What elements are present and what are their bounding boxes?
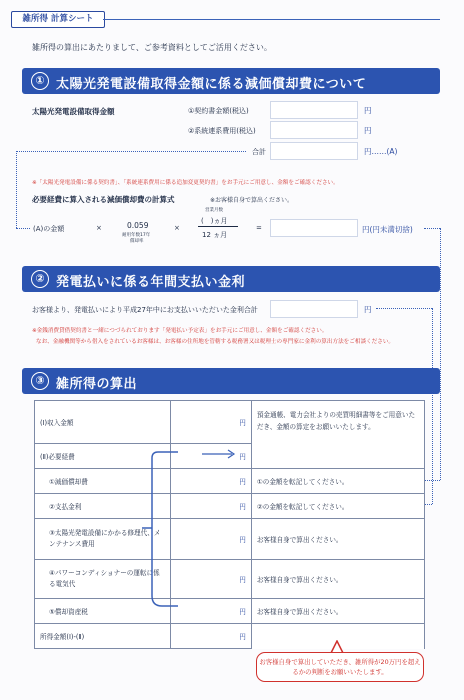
formula-title: 必要経費に算入される減価償却費の計算式 — [32, 195, 175, 204]
grid-fee-field[interactable] — [270, 121, 358, 139]
table-row — [35, 624, 425, 649]
months-numerator: ( )ヵ月 — [201, 217, 228, 225]
row-note: ①の金額を転記してください。 — [251, 469, 424, 494]
callout-note: お客様自身で算出していただき、雑所得が20万円を超えるかの判断をお願いいたします。 — [256, 652, 424, 682]
rate-sub-rate: 償却率 — [130, 239, 144, 244]
connector-dep-v — [440, 228, 441, 480]
section3-number: ③ — [31, 372, 49, 390]
row-label: ①減価償却費 — [35, 469, 171, 494]
grid-fee-unit: 円 — [364, 126, 372, 135]
row-label: (Ⅰ)収入金額 — [35, 401, 171, 444]
depreciation-rate: 0.059 — [127, 221, 149, 230]
section2-title: 発電払いに係る年間支払い金利 — [56, 275, 246, 290]
section1-number: ① — [31, 72, 49, 90]
row-note: お客様自身で算出ください。 — [251, 560, 424, 599]
a-amount-label: (A)の金額 — [33, 225, 65, 233]
income-table — [34, 400, 425, 649]
contract-amount-unit: 円 — [364, 106, 372, 115]
section1-header — [22, 68, 440, 94]
expense-bracket — [140, 446, 180, 616]
rate-sub-years: 耐用年数17年 — [122, 233, 151, 238]
section3-header — [22, 368, 440, 394]
row-unit[interactable]: 円 — [171, 444, 252, 469]
connector-total-h — [16, 151, 246, 152]
row-unit[interactable]: 円 — [171, 494, 252, 519]
row-unit[interactable]: 円 — [171, 560, 252, 599]
section2-note1: ※金銭消費貸借契約書と一緒につづられております「発電払い予定表」をお手元にご用意し、金額をご確認ください。 — [32, 328, 328, 334]
row-unit[interactable]: 円 — [171, 401, 252, 444]
row-unit[interactable]: 円 — [171, 519, 252, 560]
times-sign-1: × — [96, 224, 102, 232]
table-row — [35, 469, 425, 494]
contract-amount-field[interactable] — [270, 101, 358, 119]
connector-dep-h — [424, 228, 440, 229]
equals-sign: = — [256, 224, 262, 232]
sheet-title-tab: 雑所得 計算シート — [11, 11, 105, 28]
contract-amount-label: ①契約書金額(税込) — [188, 107, 249, 115]
expense-arrow — [202, 446, 242, 466]
section2-number: ② — [31, 270, 49, 288]
connector-int-h — [376, 308, 432, 309]
total-label: 合計 — [252, 148, 266, 156]
row-unit[interactable]: 円 — [171, 624, 252, 649]
times-sign-2: × — [174, 224, 180, 232]
formula-note: ※お客様自身で算出ください。 — [210, 197, 294, 204]
connector-a-h — [16, 228, 30, 229]
fraction-bar — [198, 226, 238, 227]
row-note: ②の金額を転記してください。 — [251, 494, 424, 519]
table-row — [35, 401, 425, 444]
interest-unit: 円 — [364, 305, 372, 314]
header-rule — [103, 19, 440, 20]
section1-title: 太陽光発電設備取得金額に係る減価償却費について — [56, 77, 367, 92]
row-note: お客様自身で算出ください。 — [251, 519, 424, 560]
row-label: 所得金額(Ⅰ)-(Ⅱ) — [35, 624, 171, 649]
row-label: ②支払金利 — [35, 494, 171, 519]
months-denominator: 12 ヵ月 — [202, 231, 228, 239]
row-label: ④パワーコンディショナーの運転に係る電気代 — [35, 560, 171, 599]
row-label: ⑤償却資産税 — [35, 599, 171, 624]
row-unit[interactable]: 円 — [171, 469, 252, 494]
row-note: お客様自身で算出ください。 — [251, 599, 424, 624]
depreciation-result-field[interactable] — [270, 219, 358, 237]
operating-months-label: 営業月数 — [205, 208, 223, 213]
table-row — [35, 519, 425, 560]
total-unit: 円……(A) — [364, 147, 398, 156]
interest-line: お客様より、発電払いにより平成27年中にお支払いいただいた金利合計 — [32, 306, 258, 314]
grid-fee-label: ②系統連系費用(税込) — [188, 127, 256, 135]
row-note: 預金通帳、電力会社よりの売買明細書等をご用意いただき、金額の算定をお願いいたします。 — [251, 401, 424, 469]
table-row — [35, 599, 425, 624]
table-row — [35, 494, 425, 519]
row-unit[interactable]: 円 — [171, 599, 252, 624]
section2-note2: なお、金融機関等から借入をされているお客様は、お客様の住所地を管轄する税務署又は税理士の専門家に金利の算出方法をご相談ください。 — [36, 339, 395, 345]
section2-header — [22, 266, 440, 292]
section3-title: 雑所得の算出 — [56, 377, 138, 392]
interest-field[interactable] — [270, 300, 358, 318]
connector-total-v — [16, 151, 17, 228]
depreciation-result-unit: 円(円未満切捨) — [362, 225, 413, 234]
section1-note: ※「太陽光発電設備に係る契約書」、「系統連系費用に係る追加変更契約書」をお手元にご用意し、金額をご確認ください。 — [32, 180, 339, 186]
total-field[interactable] — [270, 142, 358, 160]
acquisition-label: 太陽光発電設備取得金額 — [32, 107, 115, 116]
intro-text: 雑所得の算出にあたりまして、ご参考資料としてご活用ください。 — [32, 43, 272, 52]
row-label: ③太陽光発電設備にかかる修理代、メンテナンス費用 — [35, 519, 171, 560]
table-row — [35, 560, 425, 599]
row-label: (Ⅱ)必要経費 — [35, 444, 171, 469]
